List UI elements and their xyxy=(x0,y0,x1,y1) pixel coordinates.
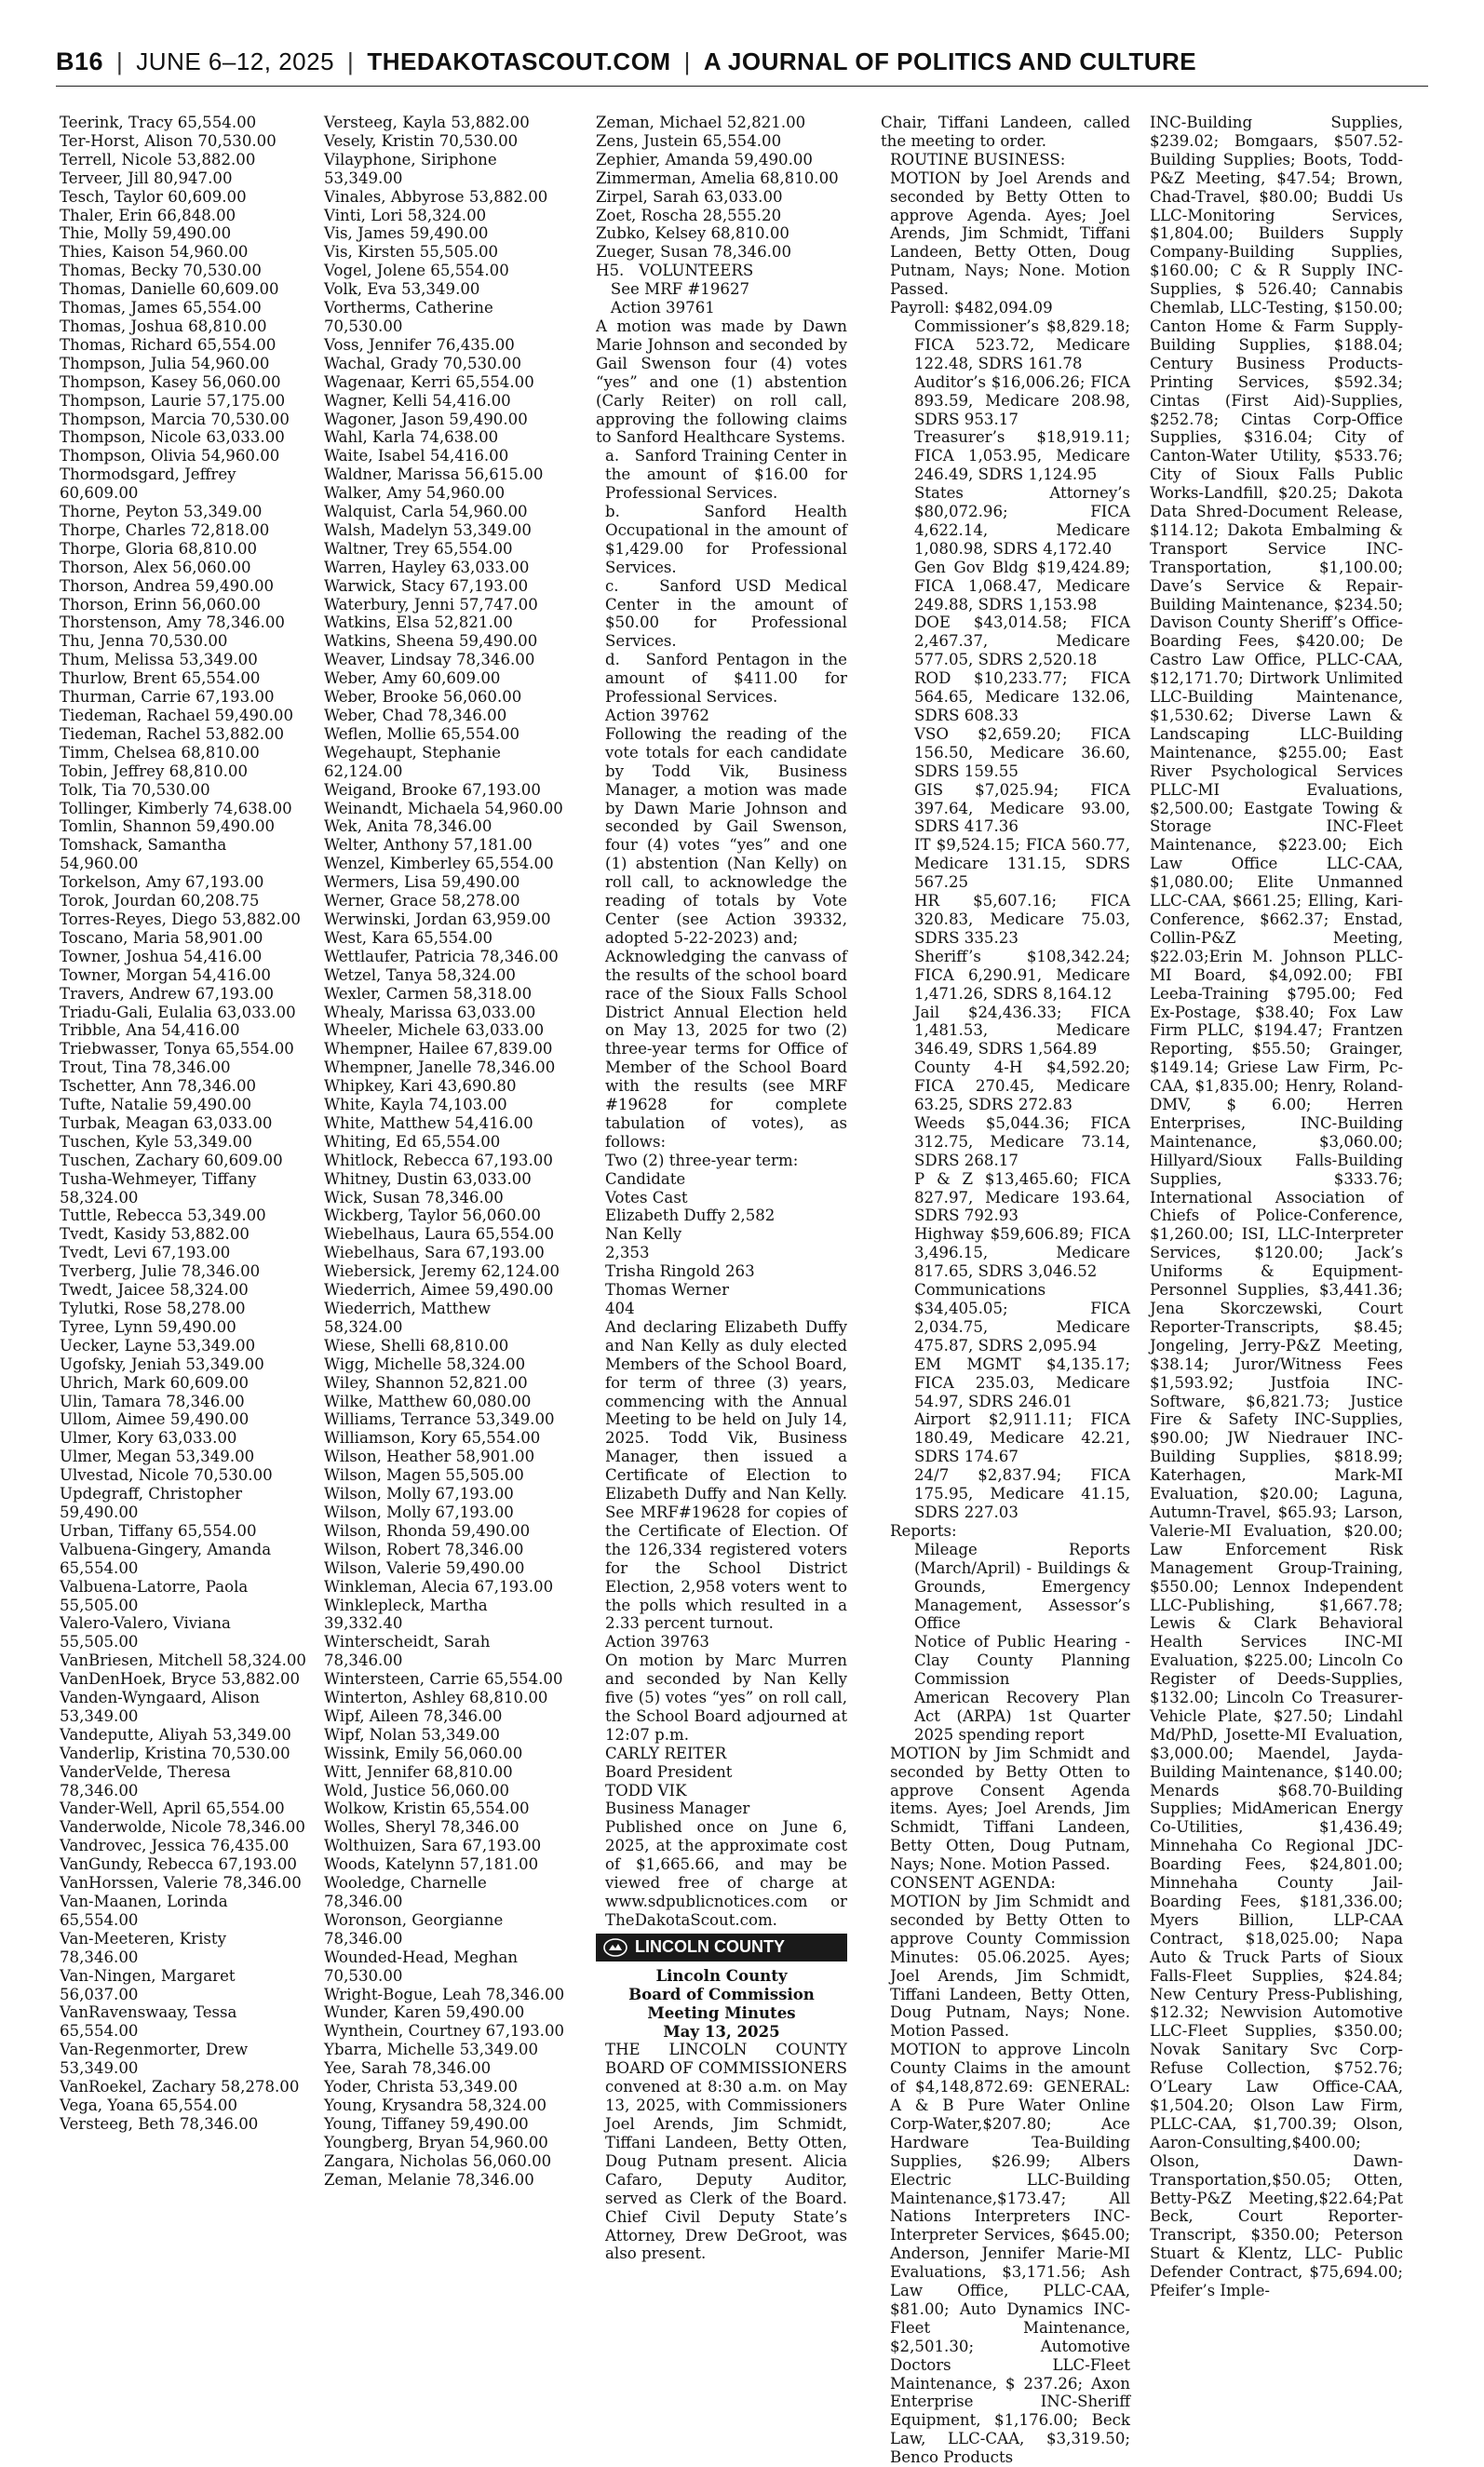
payroll-line: DOE $43,014.58; FICA 2,467.37, Medicare 577.05, SDRS 2,520.18 xyxy=(914,613,1130,669)
list-item: Tyree, Lynn 59,490.00 xyxy=(60,1317,236,1336)
list-item: Woronson, Georgianne 78,346.00 xyxy=(324,1910,504,1948)
list-item: Ugofsky, Jeniah 53,349.00 xyxy=(60,1355,264,1373)
list-item: Wiederrich, Matthew 58,324.00 xyxy=(324,1300,491,1336)
signature-line: CARLY REITER xyxy=(605,1744,727,1762)
heading-line: Meeting Minutes xyxy=(647,2002,796,2022)
heading-line: Lincoln County xyxy=(655,1965,788,1985)
list-item: Wilson, Valerie 59,490.00 xyxy=(324,1558,525,1577)
publication-note: Published once on June 6, 2025, at the approximate cost of $1,665.66, and may be viewed free of charge at www.sdpublicnotices.com or TheDakotaScout.com. xyxy=(605,1818,847,1929)
list-item: Van-Ningen, Margaret 56,037.00 xyxy=(60,1966,236,2003)
payroll-line: HR $5,607.16; FICA 320.83, Medicare 75.03, SDRS 335.23 xyxy=(914,892,1130,947)
section-heading: CONSENT AGENDA: xyxy=(890,1874,1056,1893)
list-item: Wilson, Molly 67,193.00 xyxy=(324,1485,514,1503)
payroll-line: Airport $2,911.11; FICA 180.49, Medicare 42.21, SDRS 174.67 xyxy=(914,1410,1130,1466)
list-item: Torok, Jourdan 60,208.75 xyxy=(60,892,260,910)
list-item: Thompson, Laurie 57,175.00 xyxy=(60,391,286,410)
list-item: Tufte, Natalie 59,490.00 xyxy=(60,1096,252,1114)
list-item: Weber, Amy 60,609.00 xyxy=(324,669,501,688)
vote-line: 2,353 xyxy=(605,1244,650,1262)
list-item: Teerink, Tracy 65,554.00 xyxy=(60,114,257,131)
list-item: Ulmer, Kory 63,033.00 xyxy=(60,1429,237,1448)
list-item: Vis, James 59,490.00 xyxy=(324,224,489,243)
list-item: Thormodsgard, Jeffrey 60,609.00 xyxy=(60,465,236,503)
text-line: H5. VOLUNTEERS xyxy=(596,262,754,280)
list-item: VanBriesen, Mitchell 58,324.00 xyxy=(60,1651,306,1670)
list-item: Walsh, Madelyn 53,349.00 xyxy=(324,520,532,539)
list-item: Wilson, Rhonda 59,490.00 xyxy=(324,1521,531,1540)
list-item: Tverberg, Julie 78,346.00 xyxy=(60,1262,261,1281)
paragraph: Following the reading of the vote totals for each candidate by Todd Vik, Business Manager, a motion was made by Dawn Marie Johnson and seconded by Gail Swenson, four (4) votes “yes” and one (1) abstention (Nan Kelly) on roll call, to acknowledge the reading of totals by Vote Center (see Action 39332, adopted 5-22-2023) and; xyxy=(605,724,847,947)
vote-line: Trisha Ringold 263 xyxy=(605,1262,755,1281)
list-item: Vanderlip, Kristina 70,530.00 xyxy=(60,1744,290,1762)
list-item: Wek, Anita 78,346.00 xyxy=(324,817,492,836)
payroll-total: Payroll: $482,094.09 xyxy=(890,299,1053,317)
list-item: Tvedt, Levi 67,193.00 xyxy=(60,1244,231,1262)
list-item: Thomas, Richard 65,554.00 xyxy=(60,335,277,354)
list-item: Wheeler, Michele 63,033.00 xyxy=(324,1021,545,1040)
list-item: Tiedeman, Rachael 59,490.00 xyxy=(60,707,293,724)
list-item: Torres-Reyes, Diego 53,882.00 xyxy=(60,910,301,928)
list-item: Thurlow, Brent 65,554.00 xyxy=(60,669,261,688)
list-item: Tuttle, Rebecca 53,349.00 xyxy=(60,1207,266,1225)
list-item: Werwinski, Jordan 63,959.00 xyxy=(324,910,551,928)
list-item: Wegehaupt, Stephanie 62,124.00 xyxy=(324,743,501,780)
vote-line: Two (2) three-year term: xyxy=(605,1151,799,1169)
list-item: Wermers, Lisa 59,490.00 xyxy=(324,873,520,892)
list-item: Ybarra, Michelle 53,349.00 xyxy=(324,2041,539,2059)
list-item: Urban, Tiffany 65,554.00 xyxy=(60,1521,257,1540)
payroll-line: Commissioner’s $8,829.18; FICA 523.72, Medicare 122.48, SDRS 161.78 xyxy=(914,317,1130,372)
list-item: Towner, Joshua 54,416.00 xyxy=(60,947,263,965)
list-item: Yee, Sarah 78,346.00 xyxy=(324,2059,492,2078)
list-item: Winterton, Ashley 68,810.00 xyxy=(324,1689,548,1707)
list-item: Wiese, Shelli 68,810.00 xyxy=(324,1336,509,1355)
list-item: Thomas, Becky 70,530.00 xyxy=(60,262,262,280)
list-item: Tuschen, Kyle 53,349.00 xyxy=(60,1132,252,1151)
list-item: White, Matthew 54,416.00 xyxy=(324,1113,533,1132)
list-item: Thompson, Nicole 63,033.00 xyxy=(60,428,285,447)
list-item: Thomas, James 65,554.00 xyxy=(60,299,262,317)
payroll-line: Weeds $5,044.36; FICA 312.75, Medicare 73.14, SDRS 268.17 xyxy=(914,1113,1130,1169)
signature-line: Business Manager xyxy=(605,1800,750,1818)
list-item: Vesely, Kristin 70,530.00 xyxy=(324,131,519,150)
vote-line: Candidate xyxy=(605,1169,686,1188)
payroll-line: 24/7 $2,837.94; FICA 175.95, Medicare 41.15, SDRS 227.03 xyxy=(914,1466,1130,1521)
list-item: Thorstenson, Amy 78,346.00 xyxy=(60,613,285,632)
list-item: VanDenHoek, Bryce 53,882.00 xyxy=(60,1670,301,1689)
list-item: Thie, Molly 59,490.00 xyxy=(60,224,232,243)
paragraph: Acknowledging the canvass of the results of the school board race of the Sioux Falls School District Annual Election held on May 13, 2025 for two (2) three-year terms for Office of Member of the School Board with the results (see MRF #19628 for complete tabulation of votes), as follows: xyxy=(605,947,847,1151)
payroll-line: P & Z $13,465.60; FICA 827.97, Medicare 193.64, SDRS 792.93 xyxy=(914,1169,1130,1225)
list-item: Weber, Brooke 56,060.00 xyxy=(324,688,522,707)
list-item: Zeman, Melanie 78,346.00 xyxy=(324,2170,534,2189)
list-item: Wiley, Shannon 52,821.00 xyxy=(324,1373,528,1392)
list-item: Weaver, Lindsay 78,346.00 xyxy=(324,651,535,669)
list-item: Wilson, Magen 55,505.00 xyxy=(324,1466,524,1485)
list-item: Wipf, Aileen 78,346.00 xyxy=(324,1706,503,1725)
list-item: Weigand, Brooke 67,193.00 xyxy=(324,780,541,799)
list-item: VanRoekel, Zachary 58,278.00 xyxy=(60,2078,300,2096)
vote-line: 404 xyxy=(605,1300,635,1317)
list-item: Towner, Morgan 54,416.00 xyxy=(60,965,271,984)
list-item: Wickberg, Taylor 56,060.00 xyxy=(324,1207,541,1225)
list-item: Williamson, Kory 65,554.00 xyxy=(324,1429,541,1448)
list-item: Watkins, Sheena 59,490.00 xyxy=(324,632,538,651)
column-3 xyxy=(596,114,847,2439)
separator: | xyxy=(347,47,355,75)
list-item: Wenzel, Kimberley 65,554.00 xyxy=(324,855,554,873)
list-item: Tiedeman, Rachel 53,882.00 xyxy=(60,724,285,743)
list-item: Thorson, Erinn 56,060.00 xyxy=(60,595,261,613)
list-item: Zens, Justein 65,554.00 xyxy=(596,131,782,150)
list-item: Updegraff, Christopher 59,490.00 xyxy=(60,1485,243,1521)
list-item: Trout, Tina 78,346.00 xyxy=(60,1058,231,1077)
list-item: Wiebersick, Jeremy 62,124.00 xyxy=(324,1262,560,1281)
list-item: Wolthuizen, Sara 67,193.00 xyxy=(324,1837,542,1855)
list-item: Versteeg, Beth 78,346.00 xyxy=(60,2114,259,2133)
list-item: Wilson, Robert 78,346.00 xyxy=(324,1540,524,1558)
paragraph: And declaring Elizabeth Duffy and Nan Kelly as duly elected Members of the School Board, for term of three (3) years, commencing with the Annual Meeting to be held on July 14, 2025. Todd Vik, Business Manager, then issued a Certificate of Election to Elizabeth Duffy and Nan Kelly. See MRF#19628 for copies of the Certificate of Election. Of the 126,334 registered voters for the School District Election, 2,958 voters went to the polls which resulted in a 2.33 percent turnout. xyxy=(605,1317,847,1633)
list-item: Tomshack, Samantha 54,960.00 xyxy=(60,836,227,873)
list-item: Tschetter, Ann 78,346.00 xyxy=(60,1077,257,1096)
volunteers-section xyxy=(596,262,847,317)
list-item: Whipkey, Kari 43,690.80 xyxy=(324,1077,517,1096)
list-item: Ulin, Tamara 78,346.00 xyxy=(60,1392,245,1410)
list-item: Zimmerman, Amelia 68,810.00 xyxy=(596,169,839,187)
payroll-line: Jail $24,436.33; FICA 1,481.53, Medicare 346.49, SDRS 1,564.89 xyxy=(914,1003,1130,1058)
list-item: Wolkow, Kristin 65,554.00 xyxy=(324,1800,530,1818)
list-item: Vortherms, Catherine 70,530.00 xyxy=(324,299,493,335)
column-1-salary-list xyxy=(60,114,307,2439)
payroll-line: States Attorney’s $80,072.96; FICA 4,622.14, Medicare 1,080.98, SDRS 4,172.40 xyxy=(914,484,1130,558)
vote-line: Nan Kelly xyxy=(605,1225,682,1244)
paragraph: Chair, Tiffani Landeen, called the meeting to order. xyxy=(881,114,1130,150)
claim-item: b. Sanford Health Occupational in the amount of $1,429.00 for Professional Services. xyxy=(605,503,847,576)
list-item: Tylutki, Rose 58,278.00 xyxy=(60,1300,246,1317)
signature-line: Board President xyxy=(605,1762,733,1781)
list-item: Terrell, Nicole 53,882.00 xyxy=(60,150,256,169)
separator: | xyxy=(116,47,124,75)
list-item: VanHorssen, Valerie 78,346.00 xyxy=(60,1874,302,1893)
list-item: Vis, Kirsten 55,505.00 xyxy=(324,243,499,262)
payroll-line: ROD $10,233.77; FICA 564.65, Medicare 132.06, SDRS 608.33 xyxy=(914,669,1130,724)
list-item: Whempner, Hailee 67,839.00 xyxy=(324,1040,553,1058)
paragraph: A motion was made by Dawn Marie Johnson and seconded by Gail Swenson four (4) votes “yes” and one (1) abstention (Carly Reiter) on roll call, approving the following claims to Sanford Healthcare Systems. xyxy=(596,317,847,447)
list-item: Uecker, Layne 53,349.00 xyxy=(60,1336,256,1355)
list-item: Walker, Amy 54,960.00 xyxy=(324,484,506,503)
list-item: Tomlin, Shannon 59,490.00 xyxy=(60,817,276,836)
list-item: Wahl, Karla 74,638.00 xyxy=(324,428,499,447)
list-item: VanRavenswaay, Tessa 65,554.00 xyxy=(60,2003,237,2041)
banner-title: LINCOLN COUNTY xyxy=(635,1936,785,1956)
list-item: Warren, Hayley 63,033.00 xyxy=(324,558,530,576)
payroll-line: Sheriff’s $108,342.24; FICA 6,290.91, Medicare 1,471.26, SDRS 8,164.12 xyxy=(914,947,1130,1003)
list-item: Wilke, Matthew 60,080.00 xyxy=(324,1392,532,1410)
list-item: Tuschen, Zachary 60,609.00 xyxy=(60,1151,283,1169)
list-item: Thompson, Julia 54,960.00 xyxy=(60,354,270,372)
list-item: Wold, Justice 56,060.00 xyxy=(324,1781,510,1800)
payroll-line: Treasurer’s $18,919.11; FICA 1,053.95, Medicare 246.49, SDRS 1,124.95 xyxy=(914,428,1130,484)
list-item: Thum, Melissa 53,349.00 xyxy=(60,651,258,669)
list-item: Ulvestad, Nicole 70,530.00 xyxy=(60,1466,273,1485)
heading-line: May 13, 2025 xyxy=(663,2021,780,2041)
list-item: Wolles, Sheryl 78,346.00 xyxy=(324,1818,519,1837)
text-line: See MRF #19627 xyxy=(596,280,750,299)
list-item: Welter, Anthony 57,181.00 xyxy=(324,836,533,855)
separator: | xyxy=(683,47,691,75)
list-item: West, Kara 65,554.00 xyxy=(324,928,493,947)
minutes-heading xyxy=(596,1967,847,2042)
list-item: Zangara, Nicholas 56,060.00 xyxy=(324,2151,552,2170)
list-item: Thomas, Joshua 68,810.00 xyxy=(60,317,267,335)
list-item: VanGundy, Rebecca 67,193.00 xyxy=(60,1855,297,1874)
list-item: Versteeg, Kayla 53,882.00 xyxy=(324,114,530,131)
list-item: Thurman, Carrie 67,193.00 xyxy=(60,688,275,707)
list-item: Zueger, Susan 78,346.00 xyxy=(596,243,792,262)
list-item: Waltner, Trey 65,554.00 xyxy=(324,539,513,558)
list-item: Thaler, Erin 66,848.00 xyxy=(60,206,236,224)
list-item: Zirpel, Sarah 63,033.00 xyxy=(596,187,783,206)
tagline: A JOURNAL OF POLITICS AND CULTURE xyxy=(703,47,1197,75)
list-item: Vanderwolde, Nicole 78,346.00 xyxy=(60,1818,305,1837)
list-item: Vogel, Jolene 65,554.00 xyxy=(324,262,509,280)
list-item: Triadu-Gali, Eulalia 63,033.00 xyxy=(60,1003,296,1021)
column-5 xyxy=(1150,114,1403,2439)
sanford-claims-list xyxy=(596,447,847,707)
list-item: Werner, Grace 58,278.00 xyxy=(324,892,520,910)
list-item: Wagoner, Jason 59,490.00 xyxy=(324,410,528,428)
list-item: Twedt, Jaicee 58,324.00 xyxy=(60,1281,249,1300)
payroll-line: Gen Gov Bldg $19,424.89; FICA 1,068.47, Medicare 249.88, SDRS 1,153.98 xyxy=(914,558,1130,613)
payroll-line: Auditor’s $16,006.26; FICA 893.59, Medicare 208.98, SDRS 953.17 xyxy=(914,372,1130,428)
list-item: Wettlaufer, Patricia 78,346.00 xyxy=(324,947,559,965)
list-item: Thorson, Andrea 59,490.00 xyxy=(60,576,275,595)
list-item: Vanden-Wyngaard, Alison 53,349.00 xyxy=(60,1689,260,1725)
reports-list xyxy=(881,1541,1130,1745)
section-heading: Reports: xyxy=(890,1521,957,1540)
list-item: Waldner, Marissa 56,615.00 xyxy=(324,465,544,484)
list-item: Tvedt, Kasidy 53,882.00 xyxy=(60,1225,250,1244)
list-item: Thompson, Marcia 70,530.00 xyxy=(60,410,290,428)
payroll-line: Communications $34,405.05; FICA 2,034.75, Medicare 475.87, SDRS 2,095.94 xyxy=(914,1281,1130,1355)
list-item: Whitney, Dustin 63,033.00 xyxy=(324,1169,532,1188)
list-item: Wigg, Michelle 58,324.00 xyxy=(324,1355,526,1373)
paragraph: MOTION by Jim Schmidt and seconded by Betty Otten to approve Consent Agenda items. Ayes; Joel Arends, Jim Schmidt, Tiffani Landeen, Betty Otten, Doug Putnam, Nays; None. Motion Passed. xyxy=(890,1744,1130,1874)
list-item: Wick, Susan 78,346.00 xyxy=(324,1188,504,1207)
list-item: Thompson, Olivia 54,960.00 xyxy=(60,447,280,465)
list-item: Wiebelhaus, Laura 65,554.00 xyxy=(324,1225,555,1244)
list-item: Thorne, Peyton 53,349.00 xyxy=(60,503,263,521)
list-item: Valbuena-Gingery, Amanda 65,554.00 xyxy=(60,1540,272,1577)
column-4 xyxy=(881,114,1130,2467)
list-item: Wachal, Grady 70,530.00 xyxy=(324,354,522,372)
list-item: Timm, Chelsea 68,810.00 xyxy=(60,743,260,762)
list-item: Ullom, Aimee 59,490.00 xyxy=(60,1410,250,1429)
list-item: Zoet, Roscha 28,555.20 xyxy=(596,206,782,224)
list-item: Weinandt, Michaela 54,960.00 xyxy=(324,799,563,817)
list-item: Valbuena-Latorre, Paola 55,505.00 xyxy=(60,1577,249,1614)
list-item: Vandrovec, Jessica 76,435.00 xyxy=(60,1837,290,1855)
list-item: Tollinger, Kimberly 74,638.00 xyxy=(60,799,292,817)
list-item: Ter-Horst, Alison 70,530.00 xyxy=(60,131,277,150)
list-item: Winterscheidt, Sarah 78,346.00 xyxy=(324,1633,491,1670)
list-item: Yoder, Christa 53,349.00 xyxy=(324,2078,519,2096)
list-item: Thu, Jenna 70,530.00 xyxy=(60,632,228,651)
list-item: Vinti, Lori 58,324.00 xyxy=(324,206,487,224)
section-heading: ROUTINE BUSINESS: xyxy=(890,150,1066,169)
list-item: Winkleman, Alecia 67,193.00 xyxy=(324,1577,554,1596)
site-name: THEDAKOTASCOUT.COM xyxy=(367,47,671,75)
list-item: Thompson, Kasey 56,060.00 xyxy=(60,372,281,391)
list-item: Valero-Valero, Viviana 55,505.00 xyxy=(60,1614,231,1651)
claims-paragraph: MOTION to approve Lincoln County Claims in the amount of $4,148,872.69: GENERAL: A & B Pure Water Online Corp-Water,$207.80; Ace Hardware Tea-Building Supplies, $26.99; Albers Electric LLC-Building Maintenance,$173.47; All Nations Interpreters INC-Interpreter Services, $645.00; Anderson, Jennifer Marie-MI Evaluations, $3,171.56; Ash Law Office, PLLC-CAA, $81.00; Auto Dynamics INC-Fleet Maintenance, $2,501.30; Automotive Doctors LLC-Fleet Maintenance, $ 237.26; Axon Enterprise INC-Sheriff Equipment, $1,176.00; Beck Law, LLC-CAA, $3,319.50; Benco Products xyxy=(890,2041,1130,2467)
vote-line: Thomas Werner xyxy=(605,1281,730,1300)
list-item: Terveer, Jill 80,947.00 xyxy=(60,169,233,187)
salary-list-end xyxy=(596,114,847,262)
payroll-line: GIS $7,025.94; FICA 397.64, Medicare 93.00, SDRS 417.36 xyxy=(914,780,1130,836)
list-item: Whiting, Ed 65,554.00 xyxy=(324,1132,501,1151)
list-item: Youngberg, Bryan 54,960.00 xyxy=(324,2133,548,2151)
list-item: Wagenaar, Kerri 65,554.00 xyxy=(324,372,534,391)
payroll-line: Highway $59,606.89; FICA 3,496.15, Medicare 817.65, SDRS 3,046.52 xyxy=(914,1225,1130,1281)
list-item: Wiebelhaus, Sara 67,193.00 xyxy=(324,1244,545,1262)
list-item: Winklepleck, Martha 39,332.40 xyxy=(324,1596,488,1633)
county-seal-icon xyxy=(603,1938,627,1957)
claims-paragraph: INC-Building Supplies, $239.02; Bomgaars, $507.52-Building Supplies; Boots, Todd-P&Z Meeting, $47.54; Brown, Chad-Travel, $80.00; Buddi Us LLC-Monitoring Services, $1,804.00; Builders Supply Company-Building Supplies, $160.00; C & R Supply INC-Supplies, $ 526.40; Cannabis Chemlab, LLC-Testing, $150.00; Canton Home & Farm Supply-Building Supplies, $188.04; Century Business Products-Printing Services, $592.34; Cintas (First Aid)-Supplies, $252.78; Cintas Corp-Office Supplies, $316.04; City of Canton-Water Utility, $533.76; City of Sioux Falls Public Works-Landfill, $20.25; Dakota Data Shred-Document Release, $114.12; Dakota Embalming & Transport Service INC-Transportation, $1,100.00; Dave’s Service & Repair-Building Maintenance, $234.50; Davison County Sheriff’s Office-Boarding Fees, $420.00; De Castro Law Office, PLLC-CAA, $12,171.70; Dirtwork Unlimited LLC-Building Maintenance, $1,530.62; Diverse Lawn & Landscaping LLC-Building Maintenance, $255.00; East River Psychological Services PLLC-MI Evaluations, $2,500.00; Eastgate Towing & Storage INC-Fleet Maintenance, $223.00; Eich Law Office LLC-CAA, $1,080.00; Elite Unmanned LLC-CAA, $661.25; Elling, Kari-Conference, $662.37; Enstad, Collin-P&Z Meeting, $22.03;Erin M. Johnson PLLC-MI Board, $4,092.00; FBI Leeba-Training $795.00; Fed Ex-Postage, $38.40; Fox Law Firm PLLC, $194.47; Frantzen Reporting, $55.50; Grainger, $149.14; Griese Law Firm, Pc-CAA, $1,835.00; Henry, Roland-DMV, $ 6.00; Herren Enterprises, INC-Building Maintenance, $3,060.00; Hillyard/Sioux Falls-Building Supplies, $333.76; International Association of Chiefs of Police-Conference, $1,260.00; ISI, LLC-Interpreter Services, $120.00; Jack’s Uniforms & Equipment-Personnel Supplies, $3,441.36; Jena Skorczewski, Court Reporter-Transcripts, $8.45; Jongeling, Jerry-P&Z Meeting, $38.14; Juror/Witness Fees $1,593.92; Justfoia INC-Software, $6,821.73; Justice Fire & Safety INC-Supplies, $90.00; JW Niedrauer INC-Building Supplies, $818.99; Katerhagen, Mark-MI Evaluation, $20.00; Laguna, Autumn-Travel, $65.93; Larson, Valerie-MI Evaluation, $20.00; Law Enforcement Risk Management Group-Training, $550.00; Lennox Independent LLC-Publishing, $1,667.78; Lewis & Clark Behavioral Health Services INC-MI Evaluation, $225.00; Lincoln Co Register of Deeds-Supplies, $132.00; Lincoln Co Treasurer-Vehicle Plate, $27.50; Lindahl Md/PhD, Josette-MI Evaluation, $3,000.00; Maendel, Jayda-Building Maintenance, $140.00; Menards $68.70-Building Supplies; MidAmerican Energy Co-Utilities, $1,436.49; Minnehaha Co Regional JDC-Boarding Fees, $24,801.00; Minnehaha County Jail-Boarding Fees, $181,336.00; Myers Billion, LLP-CAA Contract, $18,025.00; Napa Auto & Truck Parts of Sioux Falls-Fleet Supplies, $24.84; New Century Press-Publishing, $12.32; Newvision Automotive LLC-Fleet Supplies, $350.00; Novak Sanitary Svc Corp-Refuse Collection, $752.76; O’Leary Law Office-CAA, $1,504.20; Olson Law Firm, PLLC-CAA, $1,700.39; Olson, Aaron-Consulting,$400.00; Olson, Dawn-Transportation,$50.05; Otten, Betty-P&Z Meeting,$22.64;Pat Beck, Court Reporter-Transcript, $350.00; Peterson Stuart & Klentz, LLC- Public Defender Contract, $75,694.00; Pfeifer’s Imple- xyxy=(1150,114,1403,2300)
paragraph: MOTION by Joel Arends and seconded by Betty Otten to approve Agenda. Ayes; Joel Arends, Jim Schmidt, Tiffani Landeen, Betty Otten, Doug Putnam, Nays; None. Motion Passed. xyxy=(890,169,1130,299)
list-item: Wooledge, Charnelle 78,346.00 xyxy=(324,1874,487,1910)
list-item: Wilson, Heather 58,901.00 xyxy=(324,1448,535,1466)
list-item: Woods, Katelynn 57,181.00 xyxy=(324,1855,539,1874)
list-item: Wounded-Head, Meghan 70,530.00 xyxy=(324,1948,519,1985)
vote-line: Elizabeth Duffy 2,582 xyxy=(605,1207,776,1225)
list-item: Torkelson, Amy 67,193.00 xyxy=(60,873,264,892)
list-item: Vander-Well, April 65,554.00 xyxy=(60,1800,285,1818)
list-item: Whempner, Janelle 78,346.00 xyxy=(324,1058,556,1077)
payroll-line: County 4-H $4,592.20; FICA 270.45, Medicare 63.25, SDRS 272.83 xyxy=(914,1058,1130,1114)
list-item: Wagner, Kelli 54,416.00 xyxy=(324,391,511,410)
list-item: Thorpe, Gloria 68,810.00 xyxy=(60,539,258,558)
list-item: Young, Krysandra 58,324.00 xyxy=(324,2096,547,2114)
payroll-list xyxy=(881,317,1130,1522)
list-item: Watkins, Elsa 52,821.00 xyxy=(324,613,513,632)
list-item: Vilayphone, Siriphone 53,349.00 xyxy=(324,150,497,187)
list-item: VanderVelde, Theresa 78,346.00 xyxy=(60,1762,231,1800)
list-item: Tobin, Jeffrey 68,810.00 xyxy=(60,762,249,780)
list-item: Young, Tiffaney 59,490.00 xyxy=(324,2114,529,2133)
list-item: Zubko, Kelsey 68,810.00 xyxy=(596,224,789,243)
issue-date: JUNE 6–12, 2025 xyxy=(136,47,335,75)
heading-line: Board of Commission xyxy=(628,1984,815,2003)
report-item: Notice of Public Hearing - Clay County Planning Commission xyxy=(914,1633,1130,1689)
list-item: Weber, Chad 78,346.00 xyxy=(324,707,507,724)
list-item: Wilson, Molly 67,193.00 xyxy=(324,1503,514,1521)
payroll-line: EM MGMT $4,135.17; FICA 235.03, Medicare 54.97, SDRS 246.01 xyxy=(914,1355,1130,1410)
paragraph: THE LINCOLN COUNTY BOARD OF COMMISSIONERS convened at 8:30 a.m. on May 13, 2025, with Commissioners Joel Arends, Jim Schmidt, Tiffani Landeen, Betty Otten, Doug Putnam present. Alicia Cafaro, Deputy Auditor, served as Clerk of the Board. Chief Civil Deputy State’s Attorney, Drew DeGroot, was also present. xyxy=(605,2041,847,2263)
list-item: Wunder, Karen 59,490.00 xyxy=(324,2003,525,2022)
list-item: Toscano, Maria 58,901.00 xyxy=(60,928,263,947)
masthead xyxy=(56,37,1428,87)
list-item: Wissink, Emily 56,060.00 xyxy=(324,1744,523,1762)
vote-line: Votes Cast xyxy=(605,1188,688,1207)
list-item: Warwick, Stacy 67,193.00 xyxy=(324,576,529,595)
list-item: Waterbury, Jenni 57,747.00 xyxy=(324,595,538,613)
list-item: Walquist, Carla 54,960.00 xyxy=(324,503,528,521)
claim-item: c. Sanford USD Medical Center in the amount of $50.00 for Professional Services. xyxy=(605,576,847,651)
list-item: Van-Maanen, Lorinda 65,554.00 xyxy=(60,1893,228,1929)
list-item: Ulmer, Megan 53,349.00 xyxy=(60,1448,255,1466)
list-item: Thies, Kaison 54,960.00 xyxy=(60,243,249,262)
paragraph: MOTION by Jim Schmidt and seconded by Betty Otten to approve County Commission Minutes: 05.06.2025. Ayes; Joel Arends, Jim Schmidt, Tiffani Landeen, Betty Otten, Doug Putnam, Nays; None. Motion Passed. xyxy=(890,1893,1130,2041)
list-item: Thorson, Alex 56,060.00 xyxy=(60,558,251,576)
report-item: Mileage Reports (March/April) - Buildings & Grounds, Emergency Management, Assessor’s Office xyxy=(914,1540,1130,1633)
list-item: Tusha-Wehmeyer, Tiffany 58,324.00 xyxy=(60,1169,257,1207)
list-item: Uhrich, Mark 60,609.00 xyxy=(60,1373,250,1392)
list-item: Tribble, Ana 54,416.00 xyxy=(60,1021,240,1040)
list-item: Wynthein, Courtney 67,193.00 xyxy=(324,2022,565,2041)
list-item: Thomas, Danielle 60,609.00 xyxy=(60,280,279,299)
column-2-salary-list xyxy=(324,114,570,2439)
list-item: Volk, Eva 53,349.00 xyxy=(324,280,480,299)
list-item: Van-Regenmorter, Drew 53,349.00 xyxy=(60,2041,249,2078)
list-item: Triebwasser, Tonya 65,554.00 xyxy=(60,1040,294,1058)
list-item: Wetzel, Tanya 58,324.00 xyxy=(324,965,516,984)
list-item: Tesch, Taylor 60,609.00 xyxy=(60,187,247,206)
list-item: Whealy, Marissa 63,033.00 xyxy=(324,1003,536,1021)
list-item: Tolk, Tia 70,530.00 xyxy=(60,780,210,799)
paragraph: On motion by Marc Murren and seconded by Nan Kelly five (5) votes “yes” on roll call, the School Board adjourned at 12:07 p.m. xyxy=(605,1651,847,1744)
list-item: Thorpe, Charles 72,818.00 xyxy=(60,520,270,539)
list-item: Waite, Isabel 54,416.00 xyxy=(324,447,509,465)
signature-line: TODD VIK xyxy=(605,1781,687,1800)
list-item: Wintersteen, Carrie 65,554.00 xyxy=(324,1670,563,1689)
list-item: Wiederrich, Aimee 59,490.00 xyxy=(324,1281,554,1300)
list-item: Travers, Andrew 67,193.00 xyxy=(60,984,275,1003)
action-number: Action 39763 xyxy=(605,1633,709,1651)
list-item: Wipf, Nolan 53,349.00 xyxy=(324,1725,500,1744)
list-item: Wexler, Carmen 58,318.00 xyxy=(324,984,533,1003)
list-item: Zeman, Michael 52,821.00 xyxy=(596,114,806,131)
section-banner xyxy=(596,1934,847,1961)
action-number: Action 39762 xyxy=(605,707,709,724)
list-item: White, Kayla 74,103.00 xyxy=(324,1096,507,1114)
list-item: Weflen, Mollie 65,554.00 xyxy=(324,724,520,743)
list-item: Vandeputte, Aliyah 53,349.00 xyxy=(60,1725,291,1744)
list-item: Vega, Yoana 65,554.00 xyxy=(60,2096,238,2114)
list-item: Vinales, Abbyrose 53,882.00 xyxy=(324,187,548,206)
list-item: Witt, Jennifer 68,810.00 xyxy=(324,1762,513,1781)
list-item: Turbak, Meagan 63,033.00 xyxy=(60,1113,273,1132)
list-item: Wright-Bogue, Leah 78,346.00 xyxy=(324,1985,565,2003)
claim-item: d. Sanford Pentagon in the amount of $411.00 for Professional Services. xyxy=(605,651,847,707)
payroll-line: VSO $2,659.20; FICA 156.50, Medicare 36.60, SDRS 159.55 xyxy=(914,724,1130,780)
list-item: Williams, Terrance 53,349.00 xyxy=(324,1410,555,1429)
signature-block xyxy=(596,1745,847,1819)
page-number: B16 xyxy=(56,47,104,75)
text-line: Action 39761 xyxy=(596,299,715,317)
claim-item: a. Sanford Training Center in the amount of $16.00 for Professional Services. xyxy=(605,447,847,503)
list-item: Van-Meeteren, Kristy 78,346.00 xyxy=(60,1929,226,1966)
payroll-line: IT $9,524.15; FICA 560.77, Medicare 131.15, SDRS 567.25 xyxy=(914,836,1130,892)
report-item: American Recovery Plan Act (ARPA) 1st Quarter 2025 spending report xyxy=(914,1689,1130,1744)
list-item: Whitlock, Rebecca 67,193.00 xyxy=(324,1151,553,1169)
vote-results xyxy=(596,1152,847,1318)
list-item: Voss, Jennifer 76,435.00 xyxy=(324,335,515,354)
list-item: Zephier, Amanda 59,490.00 xyxy=(596,150,813,169)
